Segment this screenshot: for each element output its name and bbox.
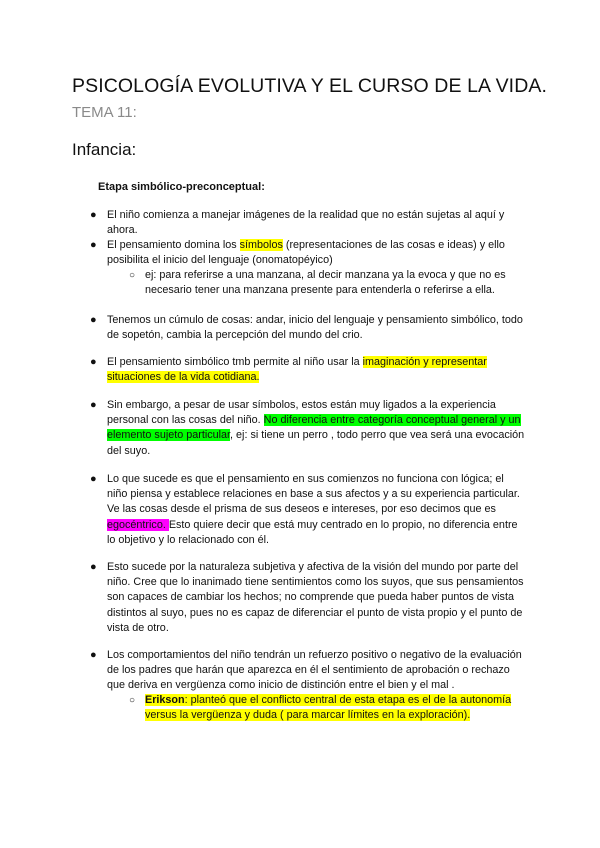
bullet-dot-icon: ●	[90, 473, 97, 485]
list-item	[90, 355, 527, 385]
bullet-circle-icon: ○	[129, 270, 136, 281]
list-item	[90, 208, 527, 238]
list-item	[90, 648, 527, 694]
item-text: (representaciones de las cosas e ideas) y ello posibilita el inicio del lenguaje (onomatopéyico)	[107, 239, 505, 267]
bullet-dot-icon: ●	[90, 399, 97, 411]
document-subtitle: TEMA 11:	[72, 104, 137, 121]
item-text: Tenemos un cúmulo de cosas: andar, inicio del lenguaje y pensamiento simbólico, todo de sopetón, cambia la percepción del mundo del crio.	[107, 314, 523, 342]
list-item	[90, 398, 527, 459]
item-text: El pensamiento domina los	[107, 239, 240, 251]
highlighted-text: egocéntrico.	[107, 518, 169, 531]
item-text: El pensamiento simbólico tmb permite al niño usar la	[107, 356, 363, 368]
item-text: Lo que sucede es que el pensamiento en sus comienzos no funciona con lógica; el niño piensa y establece relaciones en base a sus afectos y a su experiencia particular. Ve las cosas desde el prisma de sus deseos e intereses, por eso decimos que es	[107, 473, 520, 516]
item-text: Sin embargo, a pesar de usar símbolos, estos están muy ligados a la experiencia personal con las cosas del niño.	[107, 399, 496, 427]
bold-name: Erikson	[145, 694, 185, 706]
highlighted-text: : planteó que el conflicto central de esta etapa es el de la autonomía versus la vergüenza y duda ( para marcar límites en la exploración).	[145, 694, 512, 722]
bullet-dot-icon: ●	[90, 356, 97, 368]
list-item	[90, 560, 527, 636]
highlighted-text: símbolos	[239, 239, 283, 251]
sub-list-item	[129, 693, 530, 723]
bullet-dot-icon: ●	[90, 239, 97, 251]
sub-list-item	[129, 268, 530, 298]
item-text: Esto sucede por la naturaleza subjetiva y afectiva de la visión del mundo por parte del niño. Cree que lo inanimado tiene sentimientos como los suyos, que sus pensamientos son capaces de cambiar los hechos; no comprende que pueda haber puntos de vista distintos al suyo, pues no es capaz de diferenciar el punto de vista propio y el punto de vista de otro.	[107, 561, 524, 634]
section-heading: Infancia:	[72, 140, 137, 159]
item-text: El niño comienza a manejar imágenes de la realidad que no están sujetas al aquí y ahora.	[107, 209, 505, 237]
bullet-dot-icon: ●	[90, 209, 97, 221]
bullet-dot-icon: ●	[90, 561, 97, 573]
bullet-circle-icon: ○	[129, 695, 136, 706]
list-item	[90, 472, 527, 548]
highlighted-text: imaginación y representar situaciones de la vida cotidiana.	[107, 356, 487, 384]
item-text: , ej: si tiene un perro , todo perro que vea será una evocación del suyo.	[107, 429, 525, 457]
list-item	[90, 238, 527, 268]
document-title: PSICOLOGÍA EVOLUTIVA Y EL CURSO DE LA VIDA.	[72, 75, 548, 97]
bullet-dot-icon: ●	[90, 314, 97, 326]
highlighted-text: No diferencia entre categoría conceptual general y un elemento sujeto particular	[107, 414, 521, 442]
list-item	[90, 313, 527, 343]
stage-heading: Etapa simbólico-preconceptual:	[98, 181, 265, 193]
item-text: Los comportamientos del niño tendrán un refuerzo positivo o negativo de la evaluación de los padres que harán que aparezca en él el sentimiento de aprobación o rechazo que deriva en vergüenza como inicio de distinción entre el bien y el mal .	[107, 649, 522, 692]
item-text: ej: para referirse a una manzana, al decir manzana ya la evoca y que no es necesario tener una manzana presente para entenderla o referirse a ella.	[145, 269, 506, 297]
item-text: Esto quiere decir que está muy centrado en lo propio, no diferencia entre lo objetivo y lo relacionado con él.	[107, 518, 518, 546]
bullet-dot-icon: ●	[90, 649, 97, 661]
